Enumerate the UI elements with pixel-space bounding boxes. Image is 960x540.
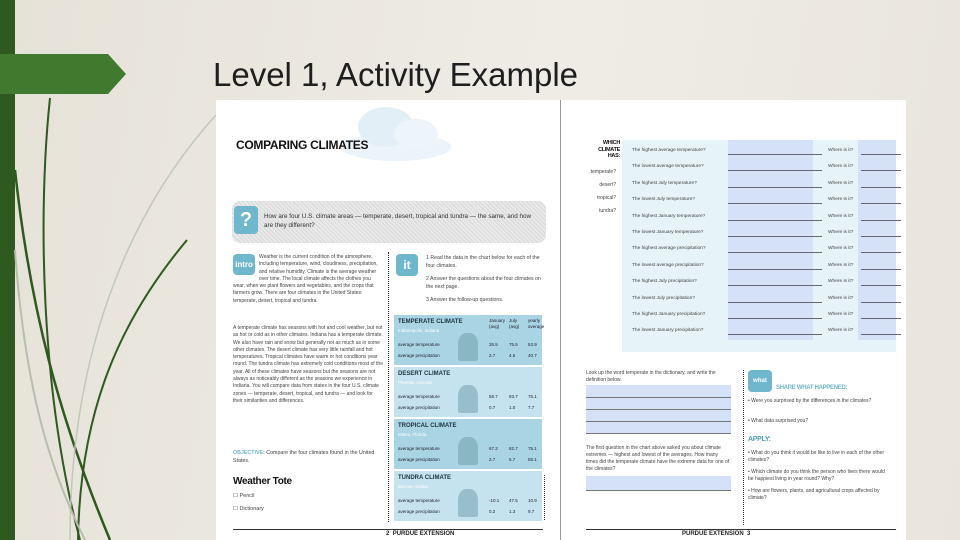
question-label: The lowest January precipitation? bbox=[632, 328, 704, 334]
question-icon: ? bbox=[234, 206, 258, 234]
worksheet-image bbox=[216, 100, 906, 540]
question-row bbox=[632, 176, 897, 192]
climate-name: TROPICAL CLIMATE bbox=[398, 423, 457, 429]
row-label: average temperature bbox=[398, 446, 440, 451]
climate-illustration-icon bbox=[458, 385, 478, 413]
footer-rule bbox=[586, 529, 896, 530]
climate-answer-field[interactable] bbox=[728, 203, 822, 204]
where-label: Where is it? bbox=[828, 180, 854, 186]
temperature-value: 47.5 bbox=[509, 498, 518, 503]
climate-location: Barrow, Alaska bbox=[398, 484, 428, 489]
page-number: 3 bbox=[747, 531, 751, 537]
write-line bbox=[586, 409, 731, 410]
slide-title: Level 1, Activity Example bbox=[213, 56, 578, 93]
write-line bbox=[586, 433, 731, 434]
question-label: The highest January temperature? bbox=[632, 213, 706, 219]
question-label: The lowest average precipitation? bbox=[632, 262, 704, 268]
where-label: Where is it? bbox=[828, 230, 854, 235]
question-label: The lowest average temperature? bbox=[632, 164, 704, 170]
location-answer-field[interactable] bbox=[861, 252, 901, 253]
location-answer-field[interactable] bbox=[861, 302, 901, 303]
location-answer-field[interactable] bbox=[861, 220, 901, 221]
climate-label: desert? bbox=[599, 182, 616, 188]
precipitation-value: 1.3 bbox=[509, 509, 516, 514]
climate-illustration-icon bbox=[458, 437, 478, 465]
climate-section bbox=[394, 471, 542, 522]
where-label: Where is it? bbox=[828, 328, 854, 334]
precipitation-value: 1.0 bbox=[509, 405, 516, 410]
precipitation-value: 2.7 bbox=[489, 457, 496, 462]
share-item: • What data surprised you? bbox=[748, 418, 809, 424]
temperature-value: 75.1 bbox=[528, 394, 537, 399]
climate-answer-field[interactable] bbox=[728, 236, 822, 237]
where-label: Where is it? bbox=[828, 148, 854, 153]
row-label: average temperature bbox=[398, 498, 440, 503]
temperature-value: 93.7 bbox=[509, 394, 518, 399]
row-label: average temperature bbox=[398, 342, 440, 347]
climate-name: TUNDRA CLIMATE bbox=[398, 475, 451, 481]
where-label: Where is it? bbox=[828, 312, 854, 317]
row-label: average temperature bbox=[398, 394, 440, 399]
question-row bbox=[632, 159, 897, 175]
tote-item: ☐ Dictionary bbox=[233, 506, 264, 512]
precipitation-value: 2.7 bbox=[489, 353, 496, 358]
question-row bbox=[632, 241, 897, 257]
column-divider bbox=[388, 252, 389, 522]
share-item-text: What data surprised you? bbox=[751, 418, 809, 424]
where-label: Where is it? bbox=[828, 213, 854, 219]
location-answer-field[interactable] bbox=[861, 269, 901, 270]
apply-item-text: What do you think it would be like to live in each of the other climates? bbox=[748, 450, 884, 463]
question-row bbox=[632, 291, 897, 307]
questions-box bbox=[622, 140, 896, 352]
apply-item-text: Which climate do you think the person who lives there would be happiest living in year round? Why? bbox=[748, 469, 885, 482]
cloud-icon bbox=[336, 102, 456, 167]
extremes-prompt: The first question in the chart above asked you about climate extremes — highest and lowest of the averages. How many times did the temperate climate have the extreme data for one of the climates? bbox=[586, 445, 730, 472]
temperature-value: 75.5 bbox=[509, 342, 518, 347]
grass-decoration-icon bbox=[0, 90, 220, 540]
climate-answer-field[interactable] bbox=[728, 252, 822, 253]
climate-label: tundra? bbox=[599, 208, 616, 214]
share-item: • Were you surprised by the differences in the climates? bbox=[748, 398, 872, 404]
climate-answer-field[interactable] bbox=[728, 302, 822, 303]
tote-title: Weather Tote bbox=[233, 476, 292, 487]
precipitation-value: 9.7 bbox=[528, 509, 535, 514]
where-label: Where is it? bbox=[828, 262, 854, 268]
row-label: average precipitation bbox=[398, 405, 440, 410]
question-row bbox=[632, 323, 897, 339]
apply-item: • How are flowers, plants, and agricultural crops affected by climate? bbox=[748, 488, 880, 501]
where-label: Where is it? bbox=[828, 279, 854, 285]
intro-block bbox=[233, 254, 383, 305]
climate-answer-field[interactable] bbox=[728, 170, 822, 171]
question-row bbox=[632, 258, 897, 274]
question-row bbox=[632, 274, 897, 290]
question-text: How are four U.S. climate areas — temperate, desert, tropical and tundra — the same, and how are they different? bbox=[264, 213, 532, 229]
climate-illustration-icon bbox=[458, 333, 478, 361]
temperature-value: -10.1 bbox=[489, 498, 500, 503]
climate-location: Phoenix, Arizona bbox=[398, 380, 432, 385]
write-line bbox=[586, 421, 731, 422]
climate-label: tropical? bbox=[597, 195, 616, 201]
climate-answer-field[interactable] bbox=[728, 318, 822, 319]
footer-rule bbox=[233, 529, 543, 530]
location-answer-field[interactable] bbox=[861, 187, 901, 188]
tote-item-label: Pencil bbox=[239, 493, 255, 499]
worksheet-heading: COMPARING CLIMATES bbox=[236, 138, 369, 152]
location-answer-field[interactable] bbox=[861, 285, 901, 286]
precipitation-value: 0.2 bbox=[489, 509, 496, 514]
question-row bbox=[632, 225, 897, 241]
row-label: average precipitation bbox=[398, 353, 440, 358]
temperature-value: 26.5 bbox=[489, 342, 498, 347]
share-item-text: Were you surprised by the differences in the climates? bbox=[751, 398, 872, 404]
where-label: Where is it? bbox=[828, 295, 854, 301]
climate-location: Miami, Florida bbox=[398, 432, 427, 437]
climate-answer-field[interactable] bbox=[728, 187, 822, 188]
tote-item: ☐ Pencil bbox=[233, 493, 255, 499]
dictionary-prompt: Look up the word temperate in the dictionary, and write the definition below. bbox=[586, 370, 716, 383]
climate-section bbox=[394, 315, 545, 366]
column-divider bbox=[743, 370, 744, 525]
question-row bbox=[632, 143, 897, 159]
temperature-value: 67.2 bbox=[489, 446, 498, 451]
footer-text: PURDUE EXTENSION bbox=[392, 531, 455, 537]
question-label: The highest July temperature? bbox=[632, 180, 697, 186]
precipitation-value: 55.1 bbox=[528, 457, 537, 462]
precipitation-value: 7.7 bbox=[528, 405, 535, 410]
temperature-value: 75.1 bbox=[528, 446, 537, 451]
apply-item: • What do you think it would be like to live in each of the other climates? bbox=[748, 450, 884, 463]
column-header: yearly average bbox=[528, 318, 545, 329]
precipitation-value: 5.7 bbox=[509, 457, 516, 462]
precipitation-value: 4.5 bbox=[509, 353, 516, 358]
location-answer-field[interactable] bbox=[861, 154, 901, 155]
extremes-answer-field[interactable] bbox=[586, 476, 731, 491]
precipitation-value: 40.7 bbox=[528, 353, 537, 358]
cut-line bbox=[544, 475, 545, 520]
where-label: Where is it? bbox=[828, 246, 854, 252]
apply-item: • Which climate do you think the person who lives there would be happiest living in year round? Why? bbox=[748, 469, 885, 482]
question-label: The lowest July temperature? bbox=[632, 197, 695, 203]
question-label: The highest average temperature? bbox=[632, 148, 706, 153]
row-label: average precipitation bbox=[398, 509, 440, 514]
question-row bbox=[632, 192, 897, 208]
body-text: A temperate climate has seasons with hot and cool weather, but not as hot or cold as in other climates. Indiana has a temperate climate. We also have rain and snow but generally not as much as in some other climates. The desert climate has very little rainfall and hot temperatures. Tropical climates have warm or hot conditions year round. The tundra climate has extremely cold conditions most of the year. All of these climates have seasons but the seasons are not always as noticeably different as the seasons we experience in Indiana. You will compare data from states in the four U.S. climate zones — temperate, desert, tropical, and tundra — and look for their similarities and differences. bbox=[233, 325, 383, 404]
page-gutter bbox=[560, 100, 561, 540]
it-icon: it bbox=[396, 254, 418, 276]
row-label: average precipitation bbox=[398, 457, 440, 462]
write-line bbox=[586, 397, 731, 398]
intro-icon: intro bbox=[233, 254, 255, 275]
objective-text: Compare the four climates found in the United States. bbox=[233, 450, 375, 464]
climate-illustration-icon bbox=[458, 489, 478, 517]
tote-item-label: Dictionary bbox=[239, 506, 264, 512]
climate-label: temperate? bbox=[590, 169, 616, 175]
climate-answer-field[interactable] bbox=[728, 269, 822, 270]
climate-answer-field[interactable] bbox=[728, 285, 822, 286]
objective bbox=[233, 450, 383, 465]
location-answer-field[interactable] bbox=[861, 318, 901, 319]
footer-text: PURDUE EXTENSION bbox=[682, 531, 744, 537]
location-answer-field[interactable] bbox=[861, 236, 901, 237]
column-header: January (avg) bbox=[489, 318, 506, 329]
question-row bbox=[632, 209, 897, 225]
step: 2 Answer the questions about the four climates on the next page. bbox=[426, 276, 541, 290]
location-answer-field[interactable] bbox=[861, 203, 901, 204]
share-icon: what bbox=[748, 370, 772, 392]
share-heading: SHARE WHAT HAPPENED: bbox=[776, 385, 848, 391]
question-label: The lowest July precipitation? bbox=[632, 295, 695, 301]
temperature-value: 82.7 bbox=[509, 446, 518, 451]
apply-item-text: How are flowers, plants, and agricultural crops affected by climate? bbox=[748, 488, 880, 501]
question-label: The highest July precipitation? bbox=[632, 279, 697, 285]
climate-section bbox=[394, 367, 542, 418]
footer-logo bbox=[682, 531, 750, 538]
page-number: 2 bbox=[386, 531, 390, 537]
question-label: The lowest January temperature? bbox=[632, 230, 704, 235]
where-label: Where is it? bbox=[828, 164, 854, 170]
step: 1 Read the data in the chart below for each of the four climates. bbox=[426, 255, 540, 269]
which-climate-heading: WHICH CLIMATE HAS: bbox=[598, 140, 620, 159]
climate-name: TEMPERATE CLIMATE bbox=[398, 319, 463, 325]
temperature-value: 56.7 bbox=[489, 394, 498, 399]
location-answer-field[interactable] bbox=[861, 334, 901, 335]
location-answer-field[interactable] bbox=[861, 170, 901, 171]
question-label: The highest January precipitation? bbox=[632, 312, 706, 317]
climate-name: DESERT CLIMATE bbox=[398, 371, 451, 377]
green-arrow-tab bbox=[0, 54, 126, 94]
precipitation-value: 0.7 bbox=[489, 405, 496, 410]
climate-answer-field[interactable] bbox=[728, 220, 822, 221]
step: 3 Answer the follow-up questions. bbox=[426, 297, 504, 303]
question-row bbox=[632, 307, 897, 323]
footer-logo bbox=[386, 531, 454, 538]
column-header: July (avg) bbox=[509, 318, 520, 329]
temperature-value: 10.9 bbox=[528, 498, 537, 503]
where-label: Where is it? bbox=[828, 197, 854, 203]
apply-heading: APPLY: bbox=[748, 436, 771, 443]
intro-text: Weather is the current condition of the atmosphere, including temperature, wind, cloudiness, precipitation, and relative humidity. Climate is the average weather over time. The local climate affects the clothes you wear, when we plant flowers and vegetables, and the crops that farmers grow. There are four climates in the United States: temperate, desert, tropical and tundra. bbox=[233, 254, 378, 304]
climate-section bbox=[394, 419, 542, 470]
climate-answer-field[interactable] bbox=[728, 334, 822, 335]
climate-answer-field[interactable] bbox=[728, 154, 822, 155]
climate-location: Indianapolis, Indiana bbox=[398, 328, 440, 333]
question-label: The highest average precipitation? bbox=[632, 246, 706, 252]
objective-label: OBJECTIVE: bbox=[233, 450, 265, 456]
temperature-value: 53.9 bbox=[528, 342, 537, 347]
